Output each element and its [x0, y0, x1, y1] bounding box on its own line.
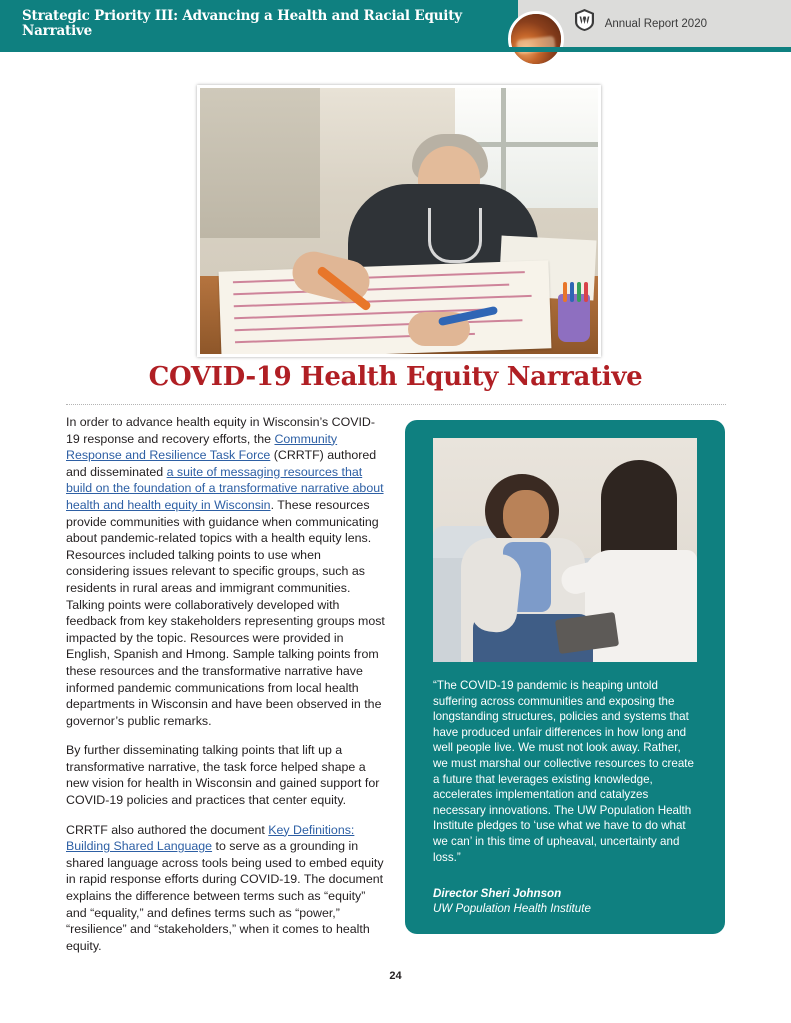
paragraph-1: [66, 414, 386, 729]
paragraph-2: By further disseminating talking points that lift up a transformative narrative, the task force helped shape a new vision for health in Wisconsin and gained support for COVID-19 policies and practices that center equity.: [66, 743, 380, 808]
page-header: [0, 0, 791, 47]
header-accent-rule: [0, 47, 791, 52]
panel-photo: [433, 438, 697, 662]
article-body: [66, 414, 386, 967]
header-left-band: [0, 0, 518, 47]
quote-author: Director Sheri Johnson: [433, 887, 562, 900]
paragraph-3: [66, 822, 386, 955]
page-title: COVID-19 Health Equity Narrative: [148, 362, 643, 392]
key-definitions-link[interactable]: Key Definitions: Building Shared Language: [66, 822, 355, 854]
paragraph-1-text-c: . These resources provide communities with guidance when communicating about pandemic-related topics with a health equity lens. Resources included talking points to use when considering issues relevant to specific groups, such as residents in rural areas and immigrant communities. Talking points were collaboratively developed with feedback from key stakeholders representing groups most impacted by the topic. Resources were provided in English, Spanish and Hmong. Sample talking points from these resources and the transformative narrative have informed pandemic communications from local health departments in Wisconsin and have been observed in the governor’s public remarks.: [66, 497, 385, 728]
title-divider: [66, 404, 726, 405]
quote-panel: [405, 420, 725, 934]
header-section-title: Strategic Priority III: Advancing a Health and Racial Equity Narrative: [22, 7, 462, 39]
messaging-resources-link[interactable]: a suite of messaging resources that build on the foundation of a transformative narrative about health and health equity in Wisconsin: [66, 464, 384, 512]
paragraph-1-text-a: In order to advance health equity in Wisconsin’s COVID-19 response and recovery efforts, the: [66, 415, 375, 446]
page-number: 24: [389, 970, 402, 982]
crrtf-link[interactable]: Community Response and Resilience Task Force: [66, 431, 338, 463]
pull-quote: “The COVID-19 pandemic is heaping untold suffering across communities and exposing the longstanding structures, policies and systems that have produced unfair differences in how long and well people live. We must not look away. Rather, we must marshal our collective resources to create a future that leverages existing knowledge, accelerates implementation and catalyzes necessary innovations. The UW Population Health Institute pledges to ‘use what we have to do what we can’ in this time of upheaval, uncertainty and loss.”: [433, 679, 694, 864]
paragraph-3-text-b: to serve as a grounding in shared language across tools being used to embed equity in rapid response efforts during COVID-19. The document explains the difference between terms such as “equity” and “equality,” and defines terms such as “power,” “resilience” and “stakeholders,” when it comes to health equity.: [66, 839, 384, 953]
paragraph-3-text-a: CRRTF also authored the document: [66, 822, 269, 837]
header-circle-photo: [508, 11, 564, 67]
quote-organization: UW Population Health Institute: [433, 902, 591, 915]
paragraph-1-text-b: (CRRTF) authored and disseminated: [66, 448, 377, 479]
top-photo: [197, 85, 601, 357]
uw-crest-icon: [575, 9, 594, 31]
header-report-title: Annual Report 2020: [604, 17, 707, 30]
quote-attribution: [433, 886, 697, 916]
